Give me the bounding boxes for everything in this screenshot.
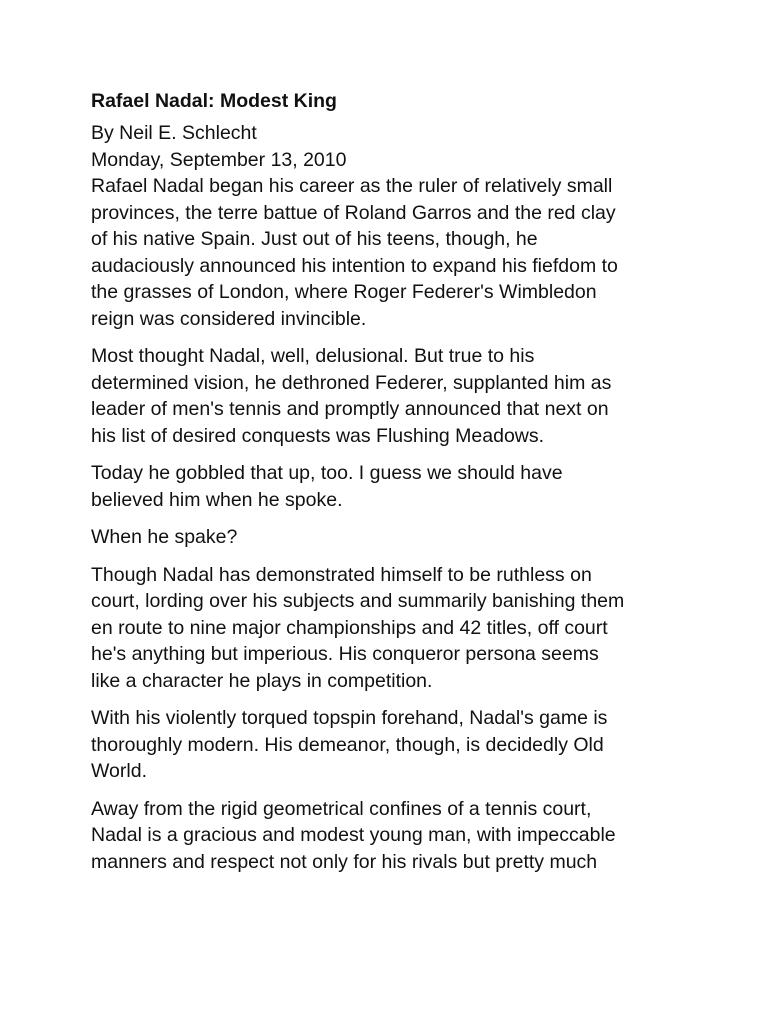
paragraph-line: World. [91,760,147,782]
paragraph-6 [91,705,731,785]
paragraph-line: like a character he plays in competition. [91,669,433,692]
paragraph-line: Rafael Nadal began his career as the ruler of relatively small [91,175,613,197]
paragraph-line: Away from the rigid geometrical confines of a tennis court, [91,797,592,820]
paragraph-line: provinces, the terre battue of Roland Garros and the red clay [91,201,616,224]
paragraph-line: Nadal is a gracious and modest young man, with impeccable [91,824,616,846]
paragraph-5 [91,562,731,695]
paragraph-line: audaciously announced his intention to expand his fiefdom to [91,254,618,277]
paragraph-2 [91,343,731,449]
article-date: Monday, September 13, 2010 [91,148,347,171]
paragraph-7 [91,796,731,876]
document-page [91,88,731,886]
paragraph-line: believed him when he spoke. [91,488,343,511]
paragraph-line: en route to nine major championships and 42 titles, off court [91,616,608,639]
paragraph-line: reign was considered invincible. [91,307,367,330]
paragraph-line: court, lording over his subjects and summarily banishing them [91,590,625,612]
paragraph-line: With his violently torqued topspin forehand, Nadal's game is [91,707,608,729]
paragraph-line: leader of men's tennis and promptly announced that next on [91,398,609,420]
paragraph-3 [91,460,731,513]
paragraph-line: thoroughly modern. His demeanor, though, is decidedly Old [91,733,604,756]
paragraph-line: of his native Spain. Just out of his teens, though, he [91,228,538,250]
paragraph-line: When he spake? [91,526,238,548]
paragraph-line: manners and respect not only for his rivals but pretty much [91,850,598,873]
paragraph-1 [91,173,731,332]
paragraph-line: he's anything but imperious. His conqueror persona seems [91,643,599,665]
paragraph-line: determined vision, he dethroned Federer, supplanted him as [91,371,612,394]
paragraph-4 [91,524,731,551]
paragraph-line: the grasses of London, where Roger Federer's Wimbledon [91,281,597,303]
article-byline: By Neil E. Schlecht [91,122,257,144]
paragraph-line: his list of desired conquests was Flushing Meadows. [91,424,545,447]
paragraph-line: Though Nadal has demonstrated himself to be ruthless on [91,563,592,586]
paragraph-line: Today he gobbled that up, too. I guess we should have [91,462,563,484]
paragraph-line: Most thought Nadal, well, delusional. But true to his [91,345,535,367]
article-title: Rafael Nadal: Modest King [91,90,337,112]
